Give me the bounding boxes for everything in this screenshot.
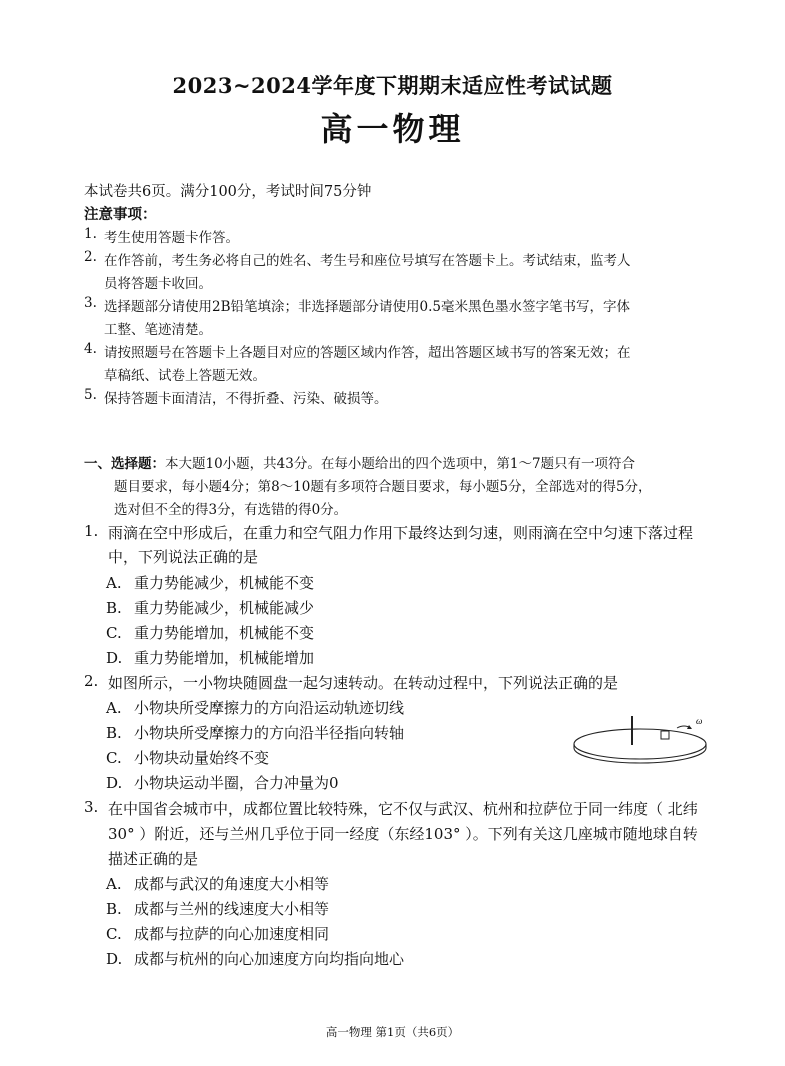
notice-item-2-cont: 员将答题卡收回。 [104,276,212,292]
question-1-stem [84,522,694,542]
notice-item-1 [84,226,239,246]
notice-heading: 注意事项： [84,206,157,223]
notice-text: 请按照题号在答题卡上各题目对应的答题区域内作答，超出答题区域书写的答案无效；在 [104,345,631,361]
q1-option-b [106,597,314,618]
option-label: B. [106,900,122,918]
option-label: D. [106,950,123,968]
option-label: C. [106,749,122,767]
option-text: 小物块所受摩擦力的方向沿运动轨迹切线 [134,699,405,717]
option-text: 小物块运动半圈，合力冲量为0 [134,774,339,792]
question-text: 在中国省会城市中，成都位置比较特殊，它不仅与武汉、杭州和拉萨位于同一纬度（ 北纬 [108,800,698,818]
option-text: 成都与杭州的向心加速度方向均指向地心 [134,950,405,968]
section-intro [84,452,635,472]
q2-option-a [106,697,404,718]
q3-option-a [106,873,329,894]
q3-option-c [106,923,329,944]
option-text: 小物块所受摩擦力的方向沿半径指向转轴 [134,724,405,742]
option-label: B. [106,724,122,742]
question-2-stem [84,672,619,692]
subject-title: 高一物理 [320,110,465,148]
q2-option-c [106,747,269,768]
q3-option-d [106,948,404,969]
notice-text: 考生使用答题卡作答。 [104,230,239,246]
option-text: 小物块动量始终不变 [134,749,270,767]
option-label: D. [106,774,123,792]
notice-num: 3. [84,295,97,311]
question-1-stem-cont: 中，下列说法正确的是 [108,548,259,566]
notice-num: 5. [84,387,97,403]
section-heading: 一、选择题： [84,456,165,472]
notice-num: 1. [84,226,97,242]
notice-item-3-cont: 工整、笔迹清楚。 [104,322,212,338]
option-label: B. [106,599,122,617]
q2-option-d [106,772,339,793]
question-text: 如图所示，一小物块随圆盘一起匀速转动。在转动过程中，下列说法正确的是 [108,674,619,692]
option-label: C. [106,624,122,642]
section-text: 本大题10小题，共43分。在每小题给出的四个选项中，第1～7题只有一项符合 [165,456,636,472]
notice-item-4 [84,341,631,361]
question-num: 2. [84,672,99,690]
option-text: 重力势能增加，机械能不变 [134,624,315,642]
q3-option-b [106,898,329,919]
disk-top [574,729,706,759]
option-text: 成都与拉萨的向心加速度相同 [134,925,330,943]
option-label: A. [106,699,122,717]
notice-item-3 [84,295,630,315]
q2-option-b [106,722,404,743]
omega-label: ω [696,716,703,726]
exam-title: 2023~2024学年度下期期末适应性考试试题 [172,73,613,98]
notice-item-4-cont: 草稿纸、试卷上答题无效。 [104,368,266,384]
rotating-disk-figure [570,708,720,766]
option-text: 成都与武汉的角速度大小相等 [134,875,330,893]
option-text: 重力势能减少，机械能减少 [134,599,315,617]
notice-num: 2. [84,249,97,265]
notice-item-5 [84,387,388,407]
q1-option-d [106,647,314,668]
notice-text: 保持答题卡面清洁，不得折叠、污染、破损等。 [104,391,388,407]
question-text: 雨滴在空中形成后，在重力和空气阻力作用下最终达到匀速，则雨滴在空中匀速下落过程 [108,524,694,542]
intro-text: 本试卷共6页。满分100分，考试时间75分钟 [84,184,372,200]
q1-option-c [106,622,314,643]
option-label: D. [106,649,123,667]
small-block [661,731,669,739]
option-label: A. [106,574,122,592]
page-footer: 高一物理 第1页（共6页） [325,1025,460,1039]
option-label: C. [106,925,122,943]
notice-item-2 [84,249,631,269]
question-num: 3. [84,798,99,816]
question-num: 1. [84,522,99,540]
option-text: 重力势能减少，机械能不变 [134,574,315,592]
question-3-stem [84,798,698,818]
section-text-3: 选对但不全的得3分，有选错的得0分。 [114,502,348,518]
option-label: A. [106,875,122,893]
option-text: 成都与兰州的线速度大小相等 [134,900,330,918]
q1-option-a [106,572,314,593]
option-text: 重力势能增加，机械能增加 [134,649,315,667]
notice-num: 4. [84,341,97,357]
notice-text: 选择题部分请使用2B铅笔填涂；非选择题部分请使用0.5毫米黑色墨水签字笔书写，字体 [104,299,630,315]
question-3-stem-cont-1: 30° ）附近，还与兰州几乎位于同一经度（东经103° ）。下列有关这几座城市随地球自转 [108,825,698,843]
notice-text: 在作答前，考生务必将自己的姓名、考生号和座位号填写在答题卡上。考试结束，监考人 [104,253,631,269]
question-3-stem-cont-2: 描述正确的是 [108,850,199,868]
section-text-2: 题目要求，每小题4分；第8～10题有多项符合题目要求，每小题5分，全部选对的得5分， [114,479,652,495]
